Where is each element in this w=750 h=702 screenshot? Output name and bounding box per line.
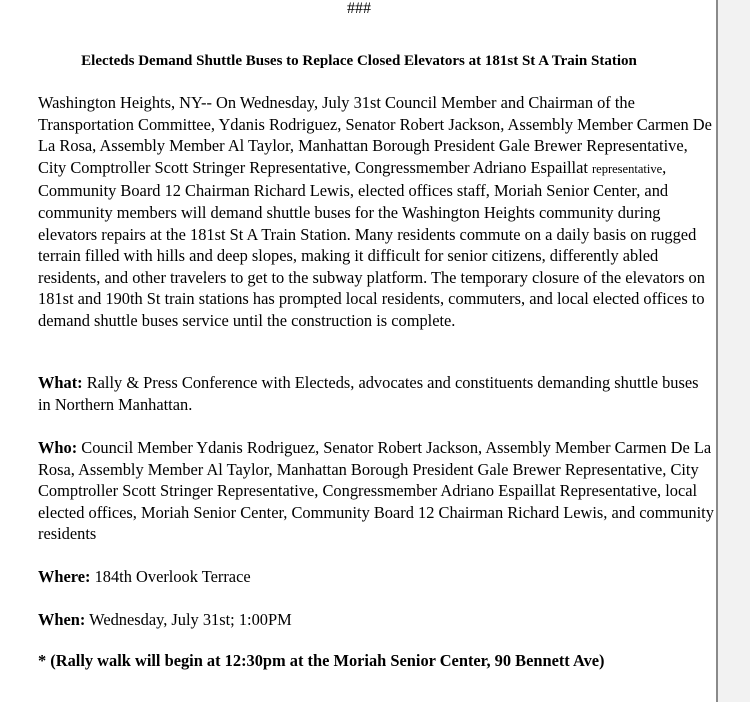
intro-paragraph (38, 92, 714, 332)
press-release-headline: Electeds Demand Shuttle Buses to Replace Closed Elevators at 181st St A Train Station (81, 53, 637, 69)
intro-text-part1: Washington Heights, NY-- On Wednesday, July 31st Council Member and Chairman of the Transportation Committee, Ydanis Rodriguez, Senator Robert Jackson, Assembly Member Carmen De La Rosa, Assembly Member Al Taylor, Manhattan Borough President Gale Brewer Representative, City Comptroller Scott Stringer Representative, Congressmember Adriano Espaillat (38, 93, 712, 177)
where-label: Where: (38, 567, 91, 586)
what-text: Rally & Press Conference with Electeds, advocates and constituents demanding shuttle buses in Northern Manhattan. (38, 373, 699, 414)
when-label: When: (38, 610, 86, 629)
section-separator: ### (347, 0, 371, 17)
intro-text-part2: , Community Board 12 Chairman Richard Lewis, elected offices staff, Moriah Senior Center, and community members will demand shuttle buses for the Washington Heights community during elevators repairs at the 181st St A Train Station. Many residents commute on a daily basis on rugged terrain filled with hills and deep slopes, making it difficult for senior citizens, differently abled residents, and other travelers to get to the subway platform. The temporary closure of the elevators on 181st and 190th St train stations has prompted local residents, commuters, and local elected offices to demand shuttle buses service until the construction is complete. (38, 157, 705, 330)
when-text: Wednesday, July 31st; 1:00PM (85, 610, 292, 629)
rally-walk-note: * (Rally walk will begin at 12:30pm at the Moriah Senior Center, 90 Bennett Ave) (38, 651, 605, 670)
where-paragraph (38, 566, 714, 588)
who-paragraph (38, 437, 714, 545)
what-paragraph (38, 372, 714, 415)
who-text: Council Member Ydanis Rodriguez, Senator Robert Jackson, Assembly Member Carmen De La Rosa, Assembly Member Al Taylor, Manhattan Borough President Gale Brewer Representative, City Comptroller Scott Stringer Representative, Congressmember Adriano Espaillat Representative, local elected offices, Moriah Senior Center, Community Board 12 Chairman Richard Lewis, and community residents (38, 438, 714, 544)
intro-small-word: representative (592, 161, 663, 176)
what-label: What: (38, 373, 83, 392)
where-text: 184th Overlook Terrace (90, 567, 251, 586)
background-margin (718, 0, 750, 702)
who-label: Who: (38, 438, 78, 457)
when-paragraph (38, 609, 714, 631)
